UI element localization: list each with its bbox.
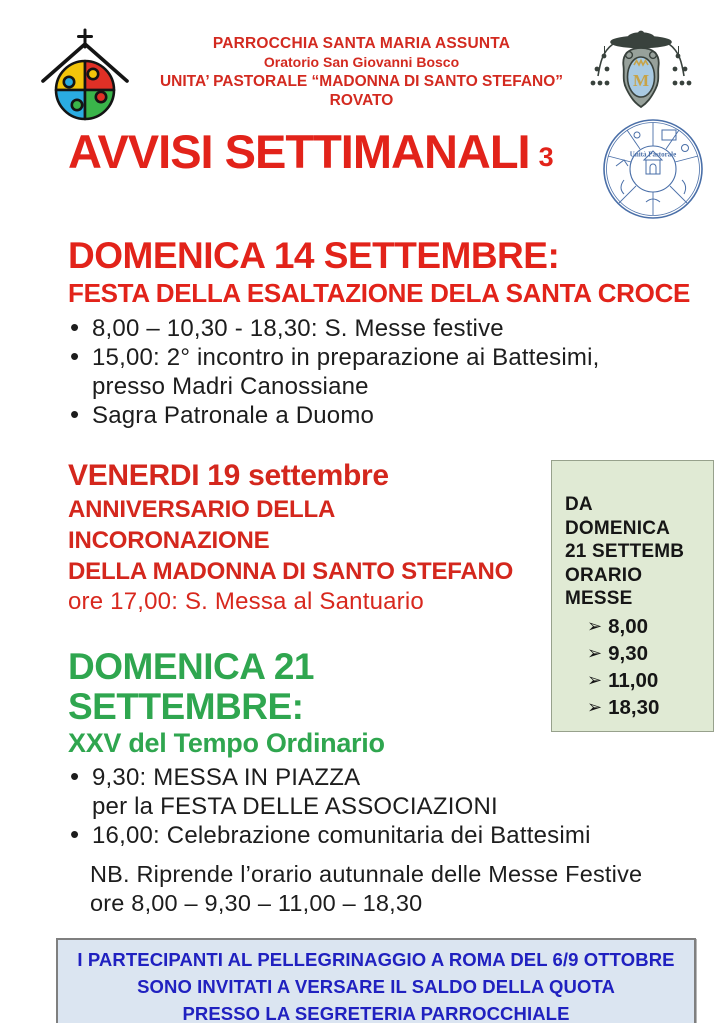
unita-pastorale-name: UNITA’ PASTORALE “MADONNA DI SANTO STEFANO”	[159, 73, 564, 90]
list-item	[68, 314, 696, 343]
event-text: 8,00 – 10,30 - 18,30: S. Messe festive	[92, 315, 504, 342]
list-item	[68, 763, 538, 821]
header	[0, 0, 724, 122]
page-title	[68, 126, 554, 185]
schedule-box-line: DOMENICA	[565, 517, 671, 539]
oratorio-name: Oratorio San Giovanni Bosco	[263, 54, 460, 70]
church-puzzle-logo-icon	[36, 26, 135, 122]
section-line: ANNIVERSARIO DELLA INCORONAZIONE	[68, 496, 335, 554]
section-heading: DOMENICA 21 SETTEMBRE:	[68, 646, 315, 727]
unita-pastorale-seal-icon	[602, 118, 704, 220]
mass-time-value: 8,00	[608, 614, 648, 638]
notice-line: I PARTECIPANTI AL PELLEGRINAGGIO A ROMA DEL 6/9 OTTOBRE	[77, 949, 675, 970]
list-item	[68, 821, 714, 850]
town-name: ROVATO	[329, 92, 394, 109]
nb-note	[90, 860, 714, 918]
arrow-bullet-icon: ➢	[587, 642, 603, 663]
arrow-bullet-icon: ➢	[587, 615, 603, 636]
event-list	[68, 763, 714, 850]
section-line: DELLA MADONNA DI SANTO STEFANO	[68, 558, 514, 585]
mass-time-value: 11,00	[608, 668, 659, 692]
section-heading: VENERDI 19 settembre	[68, 459, 389, 492]
section-subheading: FESTA DELLA ESALTAZIONE DELA SANTA CROCE	[68, 278, 691, 308]
list-item	[68, 401, 696, 430]
page-title-text: AVVISI SETTIMANALI	[68, 125, 530, 178]
mass-schedule-box	[551, 460, 714, 732]
seal-center-text: Unità Pastorale	[629, 150, 677, 159]
parish-name: PARROCCHIA SANTA MARIA ASSUNTA	[212, 35, 511, 52]
event-text: 16,00: Celebrazione comunitaria dei Battesimi	[92, 822, 591, 849]
title-row	[68, 126, 704, 220]
mass-time	[565, 613, 705, 640]
nb-note-line: NB. Riprende l’orario autunnale delle Messe Festive	[90, 861, 643, 887]
section-sunday-14	[68, 236, 696, 430]
issue-number: 3	[538, 142, 554, 172]
mass-times-list	[565, 613, 705, 721]
notice-line: SONO INVITATI A VERSARE IL SALDO DELLA QUOTA	[137, 976, 615, 997]
schedule-box-line: MESSE	[565, 588, 633, 609]
bishop-coat-of-arms-icon	[588, 28, 694, 118]
event-list	[68, 314, 696, 430]
event-text: presso Madri Canossiane	[92, 373, 369, 400]
svg-text:M: M	[632, 71, 650, 90]
parish-header-text	[135, 26, 588, 110]
pilgrimage-notice-box	[56, 938, 696, 1023]
section-heading: DOMENICA 14 SETTEMBRE:	[68, 235, 560, 276]
schedule-box-line: 21 SETTEMB	[565, 541, 685, 562]
arrow-bullet-icon: ➢	[587, 696, 603, 717]
event-text: • 15,00: 2° incontro in preparazione ai Battesimi,	[92, 344, 600, 371]
event-text: per la FESTA DELLE ASSOCIAZIONI	[92, 793, 498, 820]
mass-time	[565, 640, 705, 667]
section-line: ore 17,00: S. Messa al Santuario	[68, 588, 424, 615]
section-subheading: XXV del Tempo Ordinario	[68, 728, 385, 758]
mass-time	[565, 694, 705, 721]
arrow-bullet-icon: ➢	[587, 669, 603, 690]
schedule-box-line: ORARIO	[565, 564, 643, 586]
event-text: Sagra Patronale a Duomo	[92, 402, 375, 429]
middle-block	[68, 458, 714, 918]
mass-time	[565, 667, 705, 694]
event-text: • 9,30: MESSA IN PIAZZA	[92, 764, 361, 791]
mass-time-value: 18,30	[608, 695, 660, 719]
schedule-box-line: DA	[565, 494, 593, 515]
list-item	[68, 343, 696, 401]
nb-note-line: ore 8,00 – 9,30 – 11,00 – 18,30	[90, 890, 423, 916]
mass-time-value: 9,30	[608, 641, 648, 665]
notice-line: PRESSO LA SEGRETERIA PARROCCHIALE	[182, 1003, 570, 1023]
